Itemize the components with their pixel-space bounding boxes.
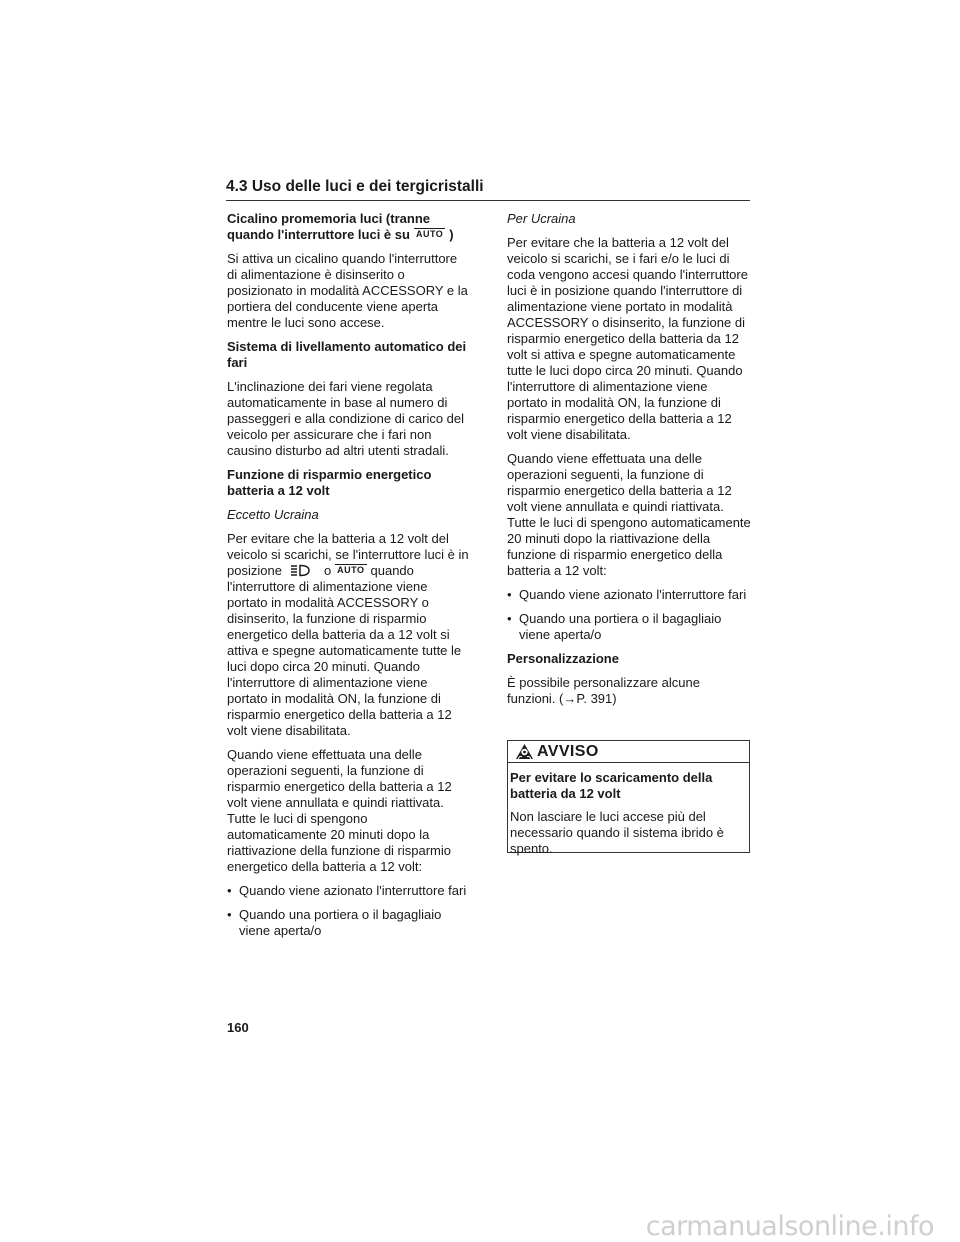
auto-icon: AUTO <box>415 229 444 239</box>
paragraph: Per evitare che la batteria a 12 volt del veicolo si scarichi, se i fari e/o le luci di coda vengono accesi quando l'interruttore luci è in posizione quando l'interruttore di alimentazione viene portato in modalità ACCESSORY o disinserito, la funzione di risparmio energetico della batteria da 12 volt si attiva e spegne automaticamente tutte le luci dopo circa 20 minuti. Quando l'interruttore di alimentazione viene portato in modalità ON, la funzione di risparmio energetico della batteria a 12 volt viene disabilitata. <box>507 235 748 442</box>
headlight-icon <box>290 564 312 577</box>
list-item: • Quando una portiera o il bagagliaio viene aperta/o <box>227 907 442 938</box>
paragraph: L'inclinazione dei fari viene regolata automaticamente in base al numero di passeggeri e alla condizione di carico del veicolo per assicurare che i fari non causino disturbo ad altri utenti stradali. <box>227 379 465 458</box>
warning-body <box>508 763 749 857</box>
paragraph: Per evitare che la batteria a 12 volt del veicolo si scarichi, se l'interruttore luci è in posizione o AUTO quando l'interruttore di alimentazione viene portato in modalità ACCESSORY o disinserito, la funzione di risparmio energetico della batteria da a 12 volt si attiva e spegne automaticamente tutte le luci dopo circa 20 minuti. Quando l'interruttore di alimentazione viene portato in modalità ON, la funzione di risparmio energetico della batteria a 12 volt viene disabilitata. <box>227 531 469 738</box>
warning-box <box>507 740 750 856</box>
auto-icon: AUTO <box>337 565 365 575</box>
heading-battery-saver: Funzione di risparmio energetico batteria a 12 volt <box>227 467 432 498</box>
watermark: carmanualsonline.info <box>645 1211 934 1242</box>
right-column <box>507 211 751 715</box>
bullet-marker: • <box>507 587 512 602</box>
left-column <box>227 211 469 947</box>
subheading-except-ukraine: Eccetto Ucraina <box>227 507 319 522</box>
heading-personalization: Personalizzazione <box>507 651 619 666</box>
page-number: 160 <box>227 1020 249 1035</box>
list-item: • Quando viene azionato l'interruttore fari <box>227 883 467 898</box>
paragraph: Si attiva un cicalino quando l'interruttore di alimentazione è disinserito o posizionato in modalità ACCESSORY e la portiera del conducente viene aperta mentre le luci sono accese. <box>227 251 468 330</box>
paragraph-customize-link: È possibile personalizzare alcune funzioni. (→P. 391) <box>507 675 700 706</box>
paragraph: Quando viene effettuata una delle operazioni seguenti, la funzione di risparmio energetico della batteria a 12 volt viene annullata e quindi riattivata. Tutte le luci di spengono automaticamente 20 minuti dopo la riattivazione della funzione di risparmio energetico della batteria a 12 volt: <box>227 747 452 874</box>
bullet-marker: • <box>507 611 512 626</box>
warning-header <box>508 741 749 763</box>
bullet-marker: • <box>227 883 232 898</box>
warning-text: Non lasciare le luci accese più del necessario quando il sistema ibrido è spento. <box>510 809 724 856</box>
paragraph: Quando viene effettuata una delle operazioni seguenti, la funzione di risparmio energetico della batteria a 12 volt viene annullata e quindi riattivata. Tutte le luci di spengono automaticamente 20 minuti dopo la riattivazione della funzione di risparmio energetico della batteria a 12 volt: <box>507 451 751 578</box>
heading-leveling: Sistema di livellamento automatico dei fari <box>227 339 467 370</box>
section-title: 4.3 Uso delle luci e dei tergicristalli <box>226 178 750 201</box>
subheading-ukraine: Per Ucraina <box>507 211 576 226</box>
warning-label: AVVISO <box>537 742 599 760</box>
warning-icon <box>515 743 534 760</box>
list-item: • Quando viene azionato l'interruttore fari <box>507 587 747 602</box>
bullet-marker: • <box>227 907 232 922</box>
heading-reminder-buzzer: Cicalino promemoria luci (tranne quando l'interruttore luci è su AUTO ) <box>227 211 454 242</box>
warning-title: Per evitare lo scaricamento della batteria da 12 volt <box>510 770 713 801</box>
list-item: • Quando una portiera o il bagagliaio viene aperta/o <box>507 611 722 642</box>
